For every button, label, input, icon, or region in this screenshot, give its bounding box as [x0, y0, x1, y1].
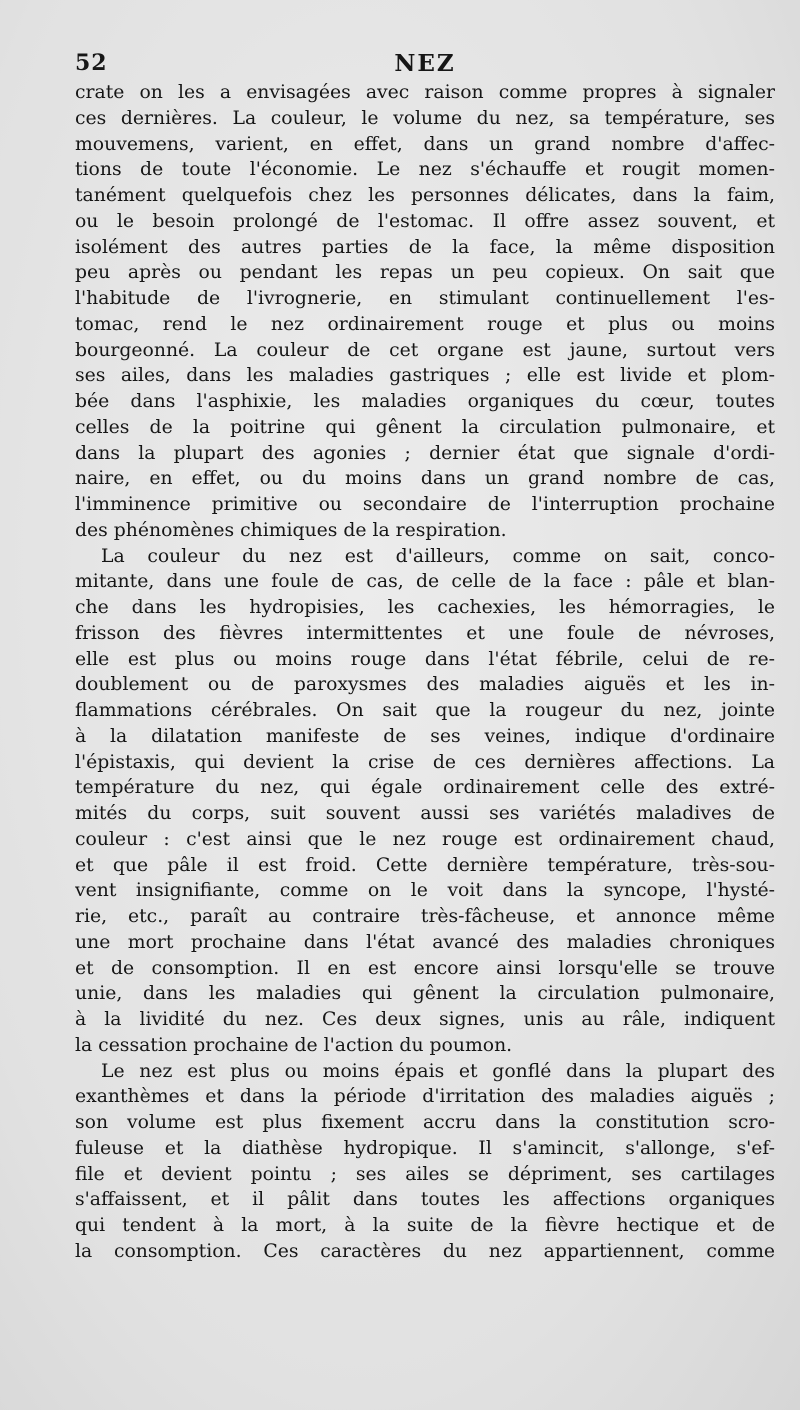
text-line: tions de toute l'économie. Le nez s'échauffe et rougit momen- [75, 159, 775, 181]
text-line: naire, en effet, ou du moins dans un grand nombre de cas, [75, 468, 775, 490]
text-line: son volume est plus fixement accru dans la constitution scro- [75, 1112, 775, 1133]
text-line: crate on les a envisagées avec raison comme propres à signaler [75, 82, 775, 103]
text-line: tanément quelquefois chez les personnes délicates, dans la faim, [75, 185, 775, 206]
paragraph [75, 1059, 775, 1265]
text-line: des phénomènes chimiques de la respiration. [75, 519, 507, 541]
text-line: doublement ou de paroxysmes des maladies aiguës et les in- [75, 674, 775, 696]
text-line: température du nez, qui égale ordinairement celle des extré- [75, 777, 775, 799]
text-line: ses ailes, dans les maladies gastriques ; elle est livide et plom- [75, 365, 775, 387]
text-line: et que pâle il est froid. Cette dernière température, très-sou- [75, 854, 775, 876]
paragraph [75, 544, 775, 1059]
text-line: La couleur du nez est d'ailleurs, comme on sait, conco- [101, 545, 775, 567]
text-line: et de consomption. Il en est encore ainsi lorsqu'elle se trouve [75, 957, 775, 979]
text-line: flammations cérébrales. On sait que la rougeur du nez, jointe [75, 700, 775, 721]
text-line: tomac, rend le nez ordinairement rouge et plus ou moins [75, 313, 775, 335]
running-title: NEZ [394, 50, 456, 77]
text-line: ou le besoin prolongé de l'estomac. Il offre assez souvent, et [75, 210, 775, 232]
text-line: rie, etc., paraît au contraire très-fâcheuse, et annonce même [75, 906, 775, 927]
text-line: s'affaissent, et il pâlit dans toutes les affections organiques [75, 1189, 775, 1211]
text-line: l'épistaxis, qui devient la crise de ces dernières affections. La [75, 751, 775, 773]
text-line: qui tendent à la mort, à la suite de la fièvre hectique et de [75, 1215, 775, 1236]
text-line: à la lividité du nez. Ces deux signes, unis au râle, indiquent [75, 1009, 775, 1030]
text-line: mitante, dans une foule de cas, de celle de la face : pâle et blan- [75, 571, 775, 593]
text-line: l'imminence primitive ou secondaire de l'interruption prochaine [75, 494, 775, 515]
text-line: peu après ou pendant les repas un peu copieux. On sait que [75, 262, 775, 284]
text-line: bée dans l'asphixie, les maladies organiques du cœur, toutes [75, 391, 775, 412]
text-line: bourgeonné. La couleur de cet organe est jaune, surtout vers [75, 339, 775, 361]
page-number: 52 [75, 50, 108, 76]
text-line: dans la plupart des agonies ; dernier état que signale d'ordi- [75, 442, 775, 464]
text-line: ces dernières. La couleur, le volume du nez, sa température, ses [75, 107, 775, 129]
text-line: isolément des autres parties de la face, la même disposition [75, 236, 775, 258]
text-line: Le nez est plus ou moins épais et gonflé dans la plupart des [101, 1060, 775, 1082]
text-line: mouvemens, varient, en effet, dans un grand nombre d'affec- [75, 133, 775, 155]
text-line: fuleuse et la diathèse hydropique. Il s'amincit, s'allonge, s'ef- [75, 1137, 775, 1159]
text-line: file et devient pointu ; ses ailes se dépriment, ses cartilages [75, 1163, 775, 1185]
text-line: l'habitude de l'ivrognerie, en stimulant continuellement l'es- [75, 288, 775, 309]
text-line: à la dilatation manifeste de ses veines, indique d'ordinaire [75, 725, 775, 747]
text-line: mités du corps, suit souvent aussi ses variétés maladives de [75, 803, 775, 824]
text-line: unie, dans les maladies qui gênent la circulation pulmonaire, [75, 983, 775, 1005]
text-line: che dans les hydropisies, les cachexies, les hémorragies, le [75, 597, 775, 618]
text-line: couleur : c'est ainsi que le nez rouge est ordinairement chaud, [75, 828, 775, 850]
body-text [75, 80, 775, 1265]
paragraph [75, 80, 775, 544]
text-line: vent insignifiante, comme on le voit dans la syncope, l'hysté- [75, 880, 775, 902]
text-line: exanthèmes et dans la période d'irritation des maladies aiguës ; [75, 1086, 775, 1108]
text-line: une mort prochaine dans l'état avancé des maladies chroniques [75, 931, 775, 953]
text-line: la consomption. Ces caractères du nez appartiennent, comme [75, 1240, 775, 1262]
text-line: elle est plus ou moins rouge dans l'état fébrile, celui de re- [75, 648, 775, 670]
text-line: la cessation prochaine de l'action du poumon. [75, 1034, 513, 1056]
text-line: frisson des fièvres intermittentes et une foule de névroses, [75, 622, 775, 644]
text-line: celles de la poitrine qui gênent la circulation pulmonaire, et [75, 416, 775, 438]
